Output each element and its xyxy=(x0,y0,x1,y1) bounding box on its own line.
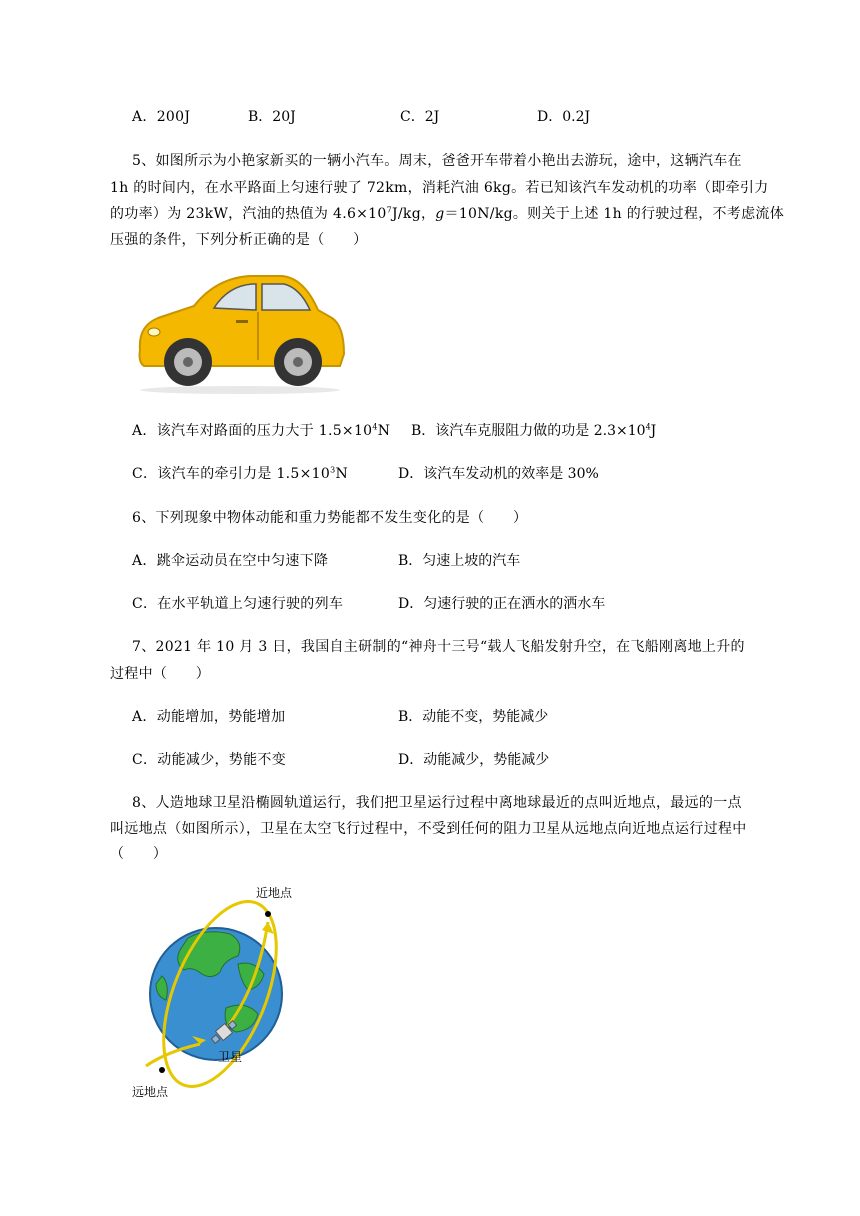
q5-option-a: A．该汽车对路面的压力大于 $1.5\times 10^4N$ xyxy=(132,422,391,439)
perigee-point xyxy=(265,911,271,917)
satellite-label: 卫星 xyxy=(218,1050,243,1064)
q6-option-c: C．在水平轨道上匀速行驶的列车 xyxy=(132,596,344,612)
q5-stem-line2: 1h 的时间内，在水平路面上匀速行驶了 72km，消耗汽油 6kg。若已知该汽车发动机的功率（即牵引力 xyxy=(110,180,769,196)
car-figure xyxy=(132,270,348,396)
q8-stem-line1: 8、人造地球卫星沿椭圆轨道运行，我们把卫星运行过程中离地球最近的点叫近地点，最远的一点 xyxy=(132,795,742,811)
q7-option-c: C．动能减少，势能不变 xyxy=(132,752,287,768)
q7-option-b: B．动能不变，势能减少 xyxy=(398,709,549,725)
perigee-label: 近地点 xyxy=(256,886,293,900)
earth-orbit-figure xyxy=(126,876,326,1102)
apogee-point xyxy=(159,1067,165,1073)
q5-stem-line4: 压强的条件，下列分析正确的是（ ） xyxy=(110,232,368,248)
q5-option-d: D．该汽车发动机的效率是 30% xyxy=(398,466,599,482)
q7-stem-line2: 过程中（ ） xyxy=(110,666,211,682)
apogee-label: 远地点 xyxy=(132,1085,169,1099)
q6-option-b: B．匀速上坡的汽车 xyxy=(398,553,521,569)
q7-option-d: D．动能减少，势能减少 xyxy=(398,752,550,768)
q6-option-d: D．匀速行驶的正在洒水的洒水车 xyxy=(398,596,606,612)
q7-option-a: A．动能增加，势能增加 xyxy=(132,709,286,725)
q4-option-a: A．200J xyxy=(132,109,191,125)
q6-option-a: A．跳伞运动员在空中匀速下降 xyxy=(132,553,329,569)
q4-option-d: D．0.2J xyxy=(537,109,591,125)
q4-option-b: B．20J xyxy=(248,109,296,125)
q5-stem-line1: 5、如图所示为小艳家新买的一辆小汽车。周末，爸爸开车带着小艳出去游玩，途中，这辆汽车在 xyxy=(132,153,742,169)
q7-stem-line1: 7、2021 年 10 月 3 日，我国自主研制的“神舟十三号“载人飞船发射升空，在飞船刚离地上升的 xyxy=(132,639,745,655)
q4-option-c: C．2J xyxy=(400,109,440,125)
q5-stem-line3: 的功率）为 23kW，汽油的热值为 $4.6\times 10^7J/kg$，g＝10N/kg。则关于上述 1h 的行驶过程，不考虑流体 xyxy=(110,205,784,222)
q5-option-c: C．该汽车的牵引力是 $1.5\times 10^3N$ xyxy=(132,465,349,482)
q8-stem-line2: 叫远地点（如图所示），卫星在太空飞行过程中，不受到任何的阻力卫星从远地点向近地点运行过程中 xyxy=(110,821,747,837)
q8-stem-line3: （ ） xyxy=(110,846,168,862)
q6-stem: 6、下列现象中物体动能和重力势能都不发生变化的是（ ） xyxy=(132,510,528,526)
q5-option-b: B．该汽车克服阻力做的功是 $2.3\times 10^4J$ xyxy=(411,422,657,439)
